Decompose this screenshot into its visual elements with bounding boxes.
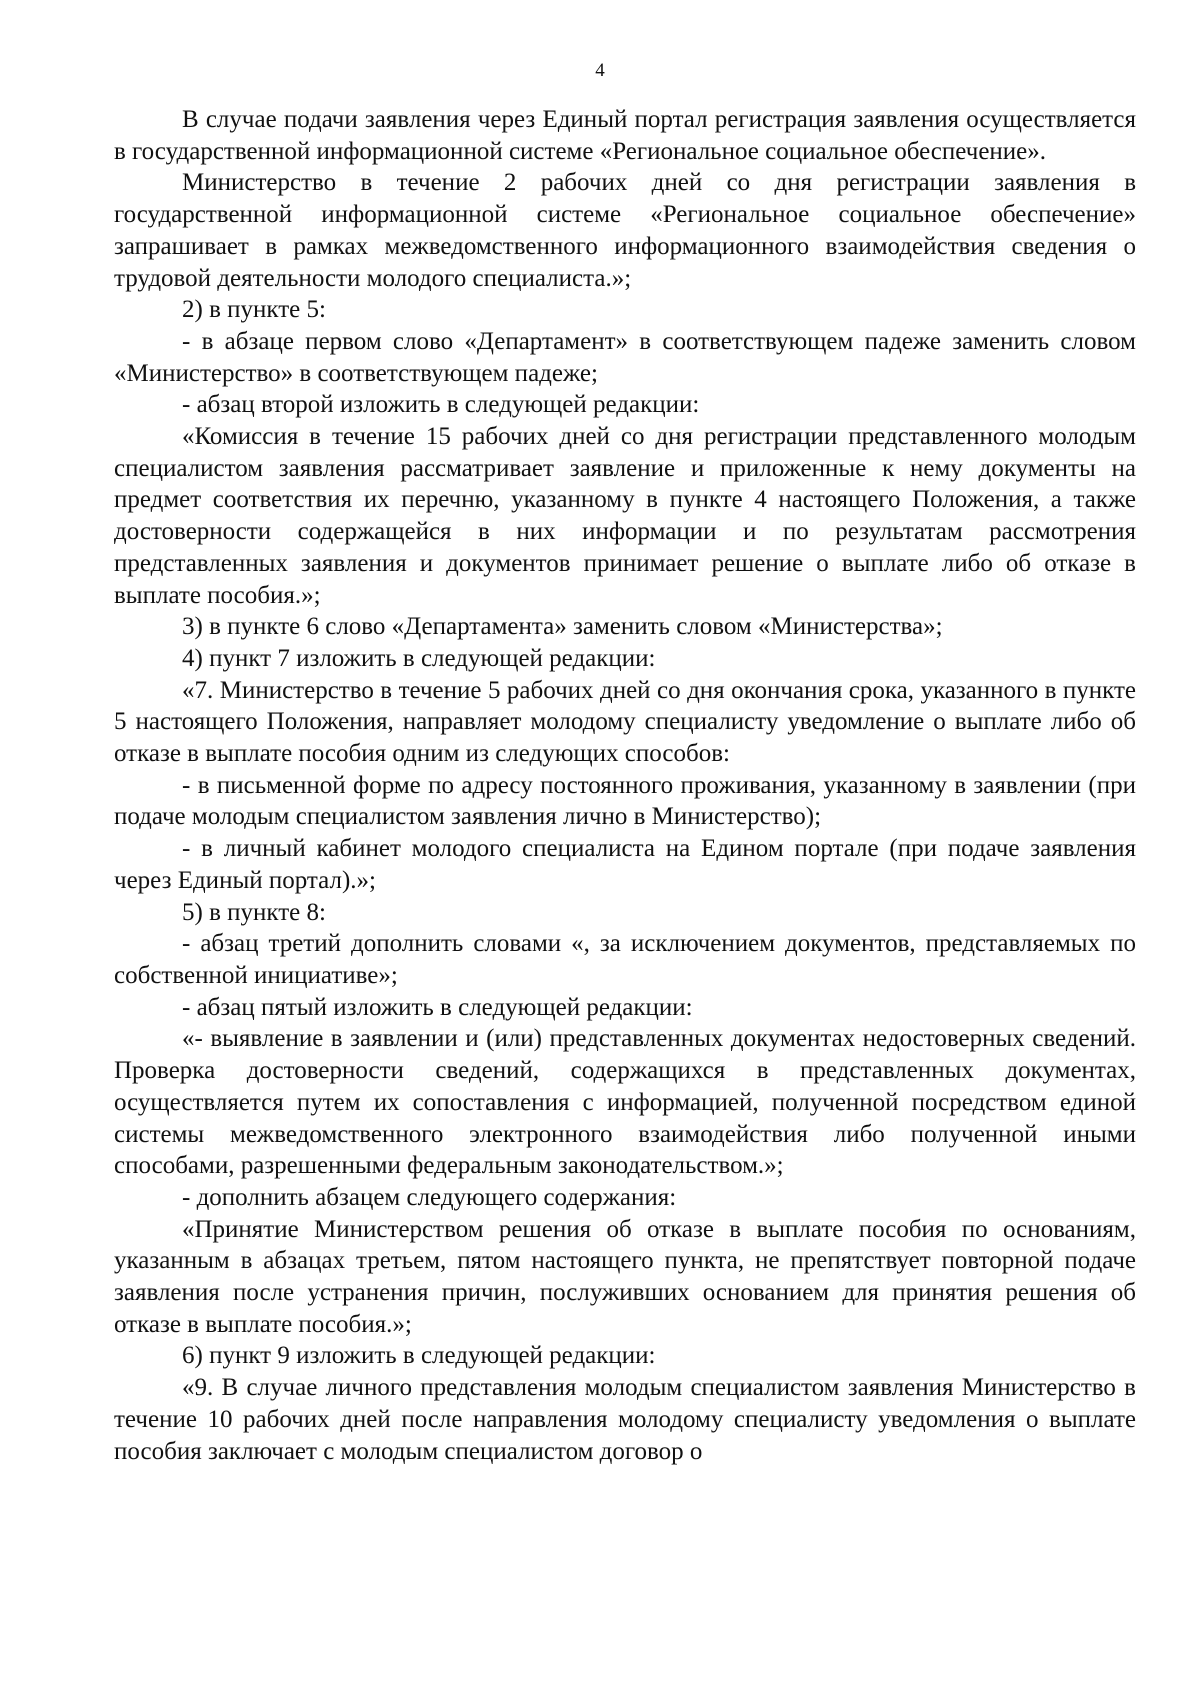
document-body bbox=[114, 104, 1136, 1467]
paragraph-16: - дополнить абзацем следующего содержания: bbox=[182, 1183, 677, 1211]
paragraph-18: 6) пункт 9 изложить в следующей редакции: bbox=[182, 1342, 656, 1370]
paragraph-9: «7. Министерство в течение 5 рабочих дней со дня окончания срока, указанного в пункте 5 настоящего Положения, направляет молодому специалисту уведомление о выплате либо об отказе в выплате пособия одним из следующих способов: bbox=[114, 676, 1136, 768]
paragraph-13: - абзац третий дополнить словами «, за исключением документов, представляемых по собственной инициативе»; bbox=[114, 930, 1136, 989]
paragraph-11: - в личный кабинет молодого специалиста на Едином портале (при подаче заявления через Единый портал).»; bbox=[114, 835, 1136, 894]
paragraph-1: В случае подачи заявления через Единый портал регистрация заявления осуществляется в государственной информационной системе «Региональное социальное обеспечение». bbox=[114, 106, 1136, 165]
paragraph-10: - в письменной форме по адресу постоянного проживания, указанному в заявлении (при подаче молодым специалистом заявления лично в Министерство); bbox=[114, 771, 1136, 831]
paragraph-8: 4) пункт 7 изложить в следующей редакции: bbox=[182, 644, 656, 672]
paragraph-3: 2) в пункте 5: bbox=[182, 296, 326, 324]
paragraph-6: «Комиссия в течение 15 рабочих дней со дня регистрации представленного молодым специалистом заявления рассматривает заявление и приложенные к нему документы на предмет соответствия их перечню, указанному в пункте 4 настоящего Положения, а также достоверности содержащейся в них информации и по результатам рассмотрения представленных заявления и документов принимает решение о выплате либо об отказе в выплате пособия.»; bbox=[114, 423, 1136, 609]
paragraph-7: 3) в пункте 6 слово «Департамента» заменить словом «Министерства»; bbox=[182, 613, 943, 641]
paragraph-19: «9. В случае личного представления молодым специалистом заявления Министерство в течение 10 рабочих дней после направления молодому специалисту уведомления о выплате пособия заключает с молодым специалистом договор о bbox=[114, 1374, 1136, 1465]
page-number: 4 bbox=[595, 60, 605, 81]
paragraph-5: - абзац второй изложить в следующей редакции: bbox=[182, 391, 700, 419]
paragraph-15: «- выявление в заявлении и (или) представленных документах недостоверных сведений. Проверка достоверности сведений, содержащихся в представленных документах, осуществляется путем их сопоставления с информацией, полученной посредством единой системы межведомственного электронного взаимодействия либо полученной иными способами, разрешенными федеральным законодательством.»; bbox=[114, 1025, 1136, 1180]
paragraph-14: - абзац пятый изложить в следующей редакции: bbox=[182, 993, 693, 1021]
paragraph-4: - в абзаце первом слово «Департамент» в соответствующем падеже заменить словом «Министерство» в соответствующем падеже; bbox=[114, 327, 1136, 387]
paragraph-17: «Принятие Министерством решения об отказе в выплате пособия по основаниям, указанным в абзацах третьем, пятом настоящего пункта, не препятствует повторной подаче заявления после устранения причин, послуживших основанием для принятия решения об отказе в выплате пособия.»; bbox=[114, 1215, 1136, 1338]
paragraph-2: Министерство в течение 2 рабочих дней со дня регистрации заявления в государственной информационной системе «Региональное социальное обеспечение» запрашивает в рамках межведомственного информационного взаимодействия сведения о трудовой деятельности молодого специалиста.»; bbox=[114, 169, 1136, 292]
paragraph-12: 5) в пункте 8: bbox=[182, 898, 326, 926]
